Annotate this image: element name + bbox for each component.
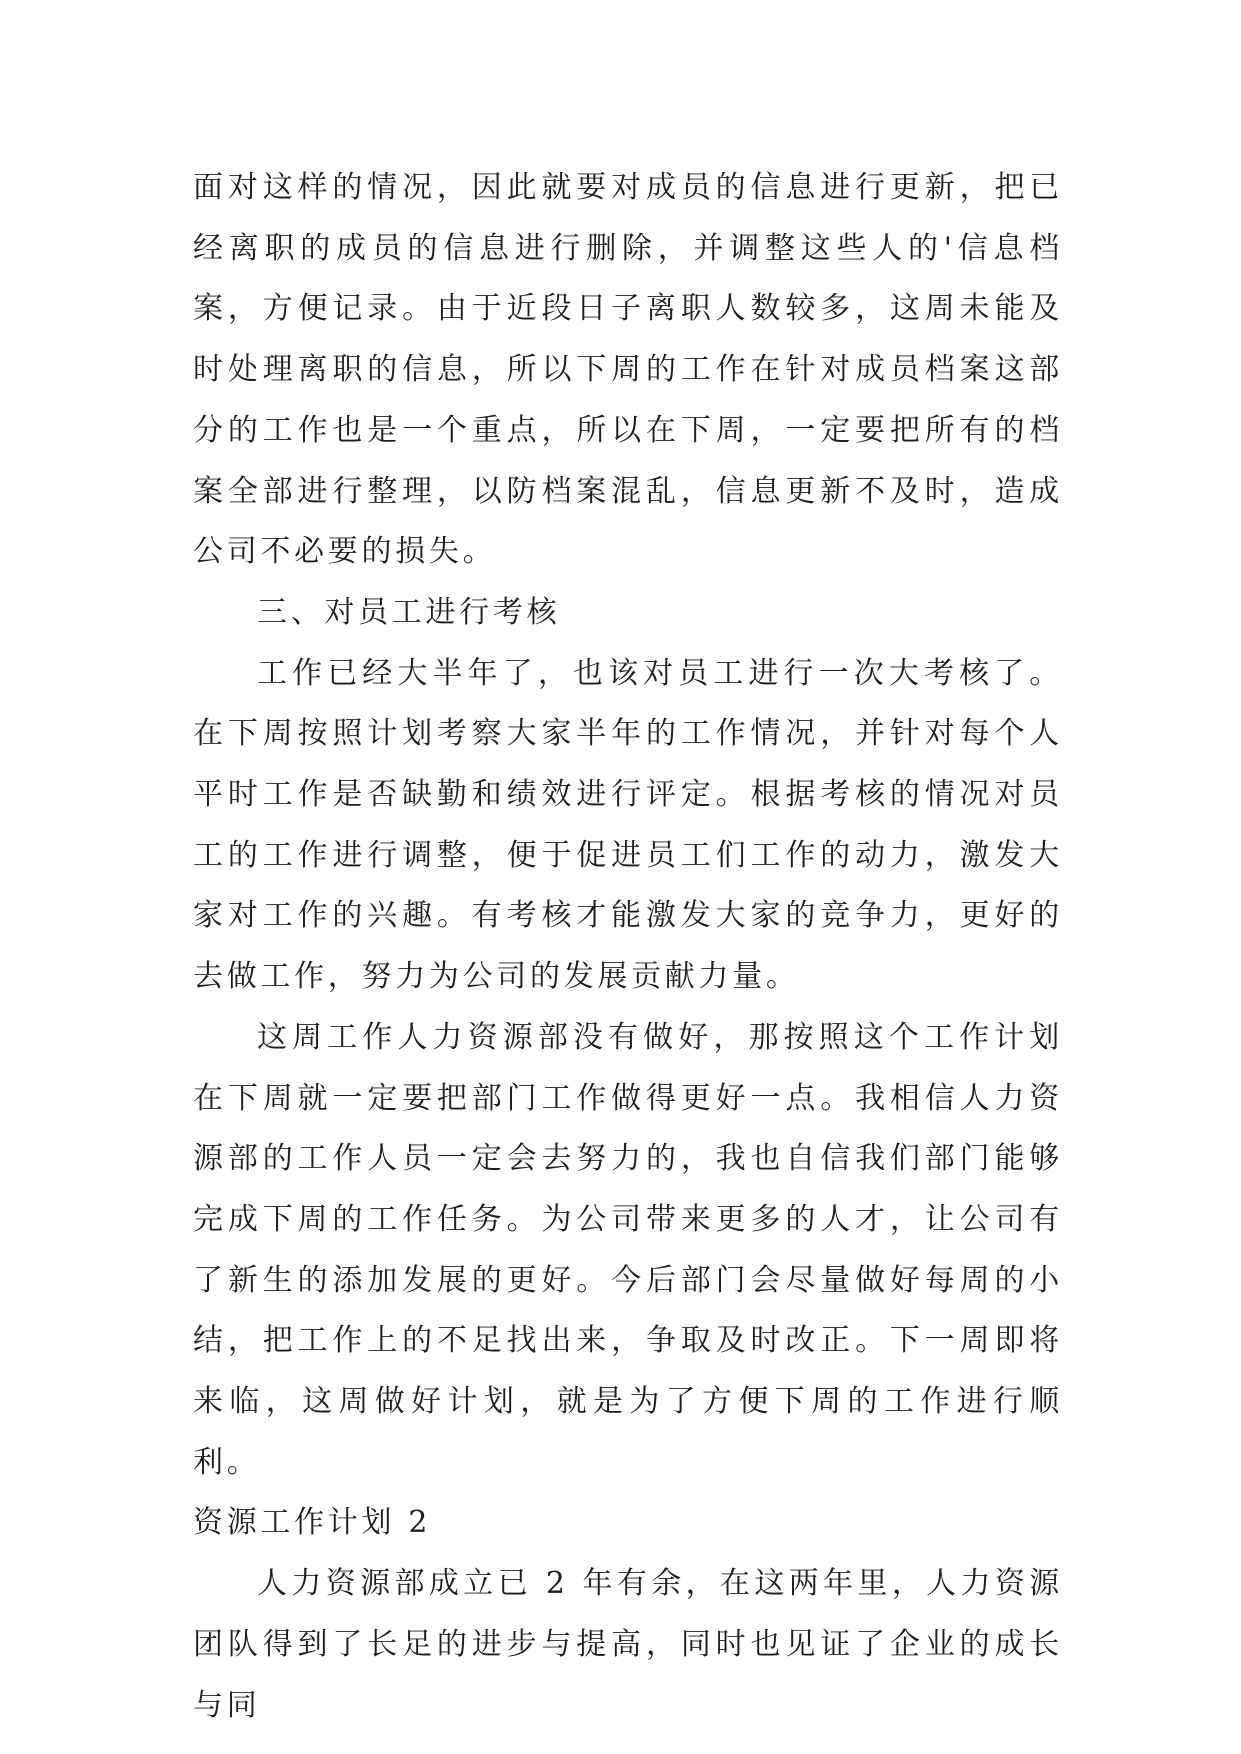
document-title: 资源工作计划 2 [193, 1505, 432, 1541]
document-body [193, 158, 1063, 1736]
body-paragraph-continued: 面对这样的情况，因此就要对成员的信息进行更新，把已经离职的成员的信息进行删除，并调整这些人的'信息档案，方便记录。由于近段日子离职人数较多，这周未能及时处理离职的信息，所以下周的工作在针对成员档案这部分的工作也是一个重点，所以在下周，一定要把所有的档案全部进行整理，以防档案混乱，信息更新不及时，造成公司不必要的损失。 [193, 170, 1063, 570]
body-paragraph-assessment: 工作已经大半年了，也该对员工进行一次大考核了。在下周按照计划考察大家半年的工作情况，并针对每个人平时工作是否缺勤和绩效进行评定。根据考核的情况对员工的工作进行调整，便于促进员工们工作的动力，激发大家对工作的兴趣。有考核才能激发大家的竞争力，更好的去做工作，努力为公司的发展贡献力量。 [193, 655, 1063, 995]
section-heading: 三、对员工进行考核 [257, 594, 561, 630]
body-paragraph-intro: 人力资源部成立已 2 年有余，在这两年里，人力资源团队得到了长足的进步与提高，同时也见证了企业的成长与同 [193, 1566, 1063, 1723]
body-paragraph-summary: 这周工作人力资源部没有做好，那按照这个工作计划在下周就一定要把部门工作做得更好一点。我相信人力资源部的工作人员一定会去努力的，我也自信我们部门能够完成下周的工作任务。为公司带来更多的人才，让公司有了新生的添加发展的更好。今后部门会尽量做好每周的小结，把工作上的不足找出来，争取及时改正。下一周即将来临，这周做好计划，就是为了方便下周的工作进行顺利。 [193, 1019, 1063, 1480]
